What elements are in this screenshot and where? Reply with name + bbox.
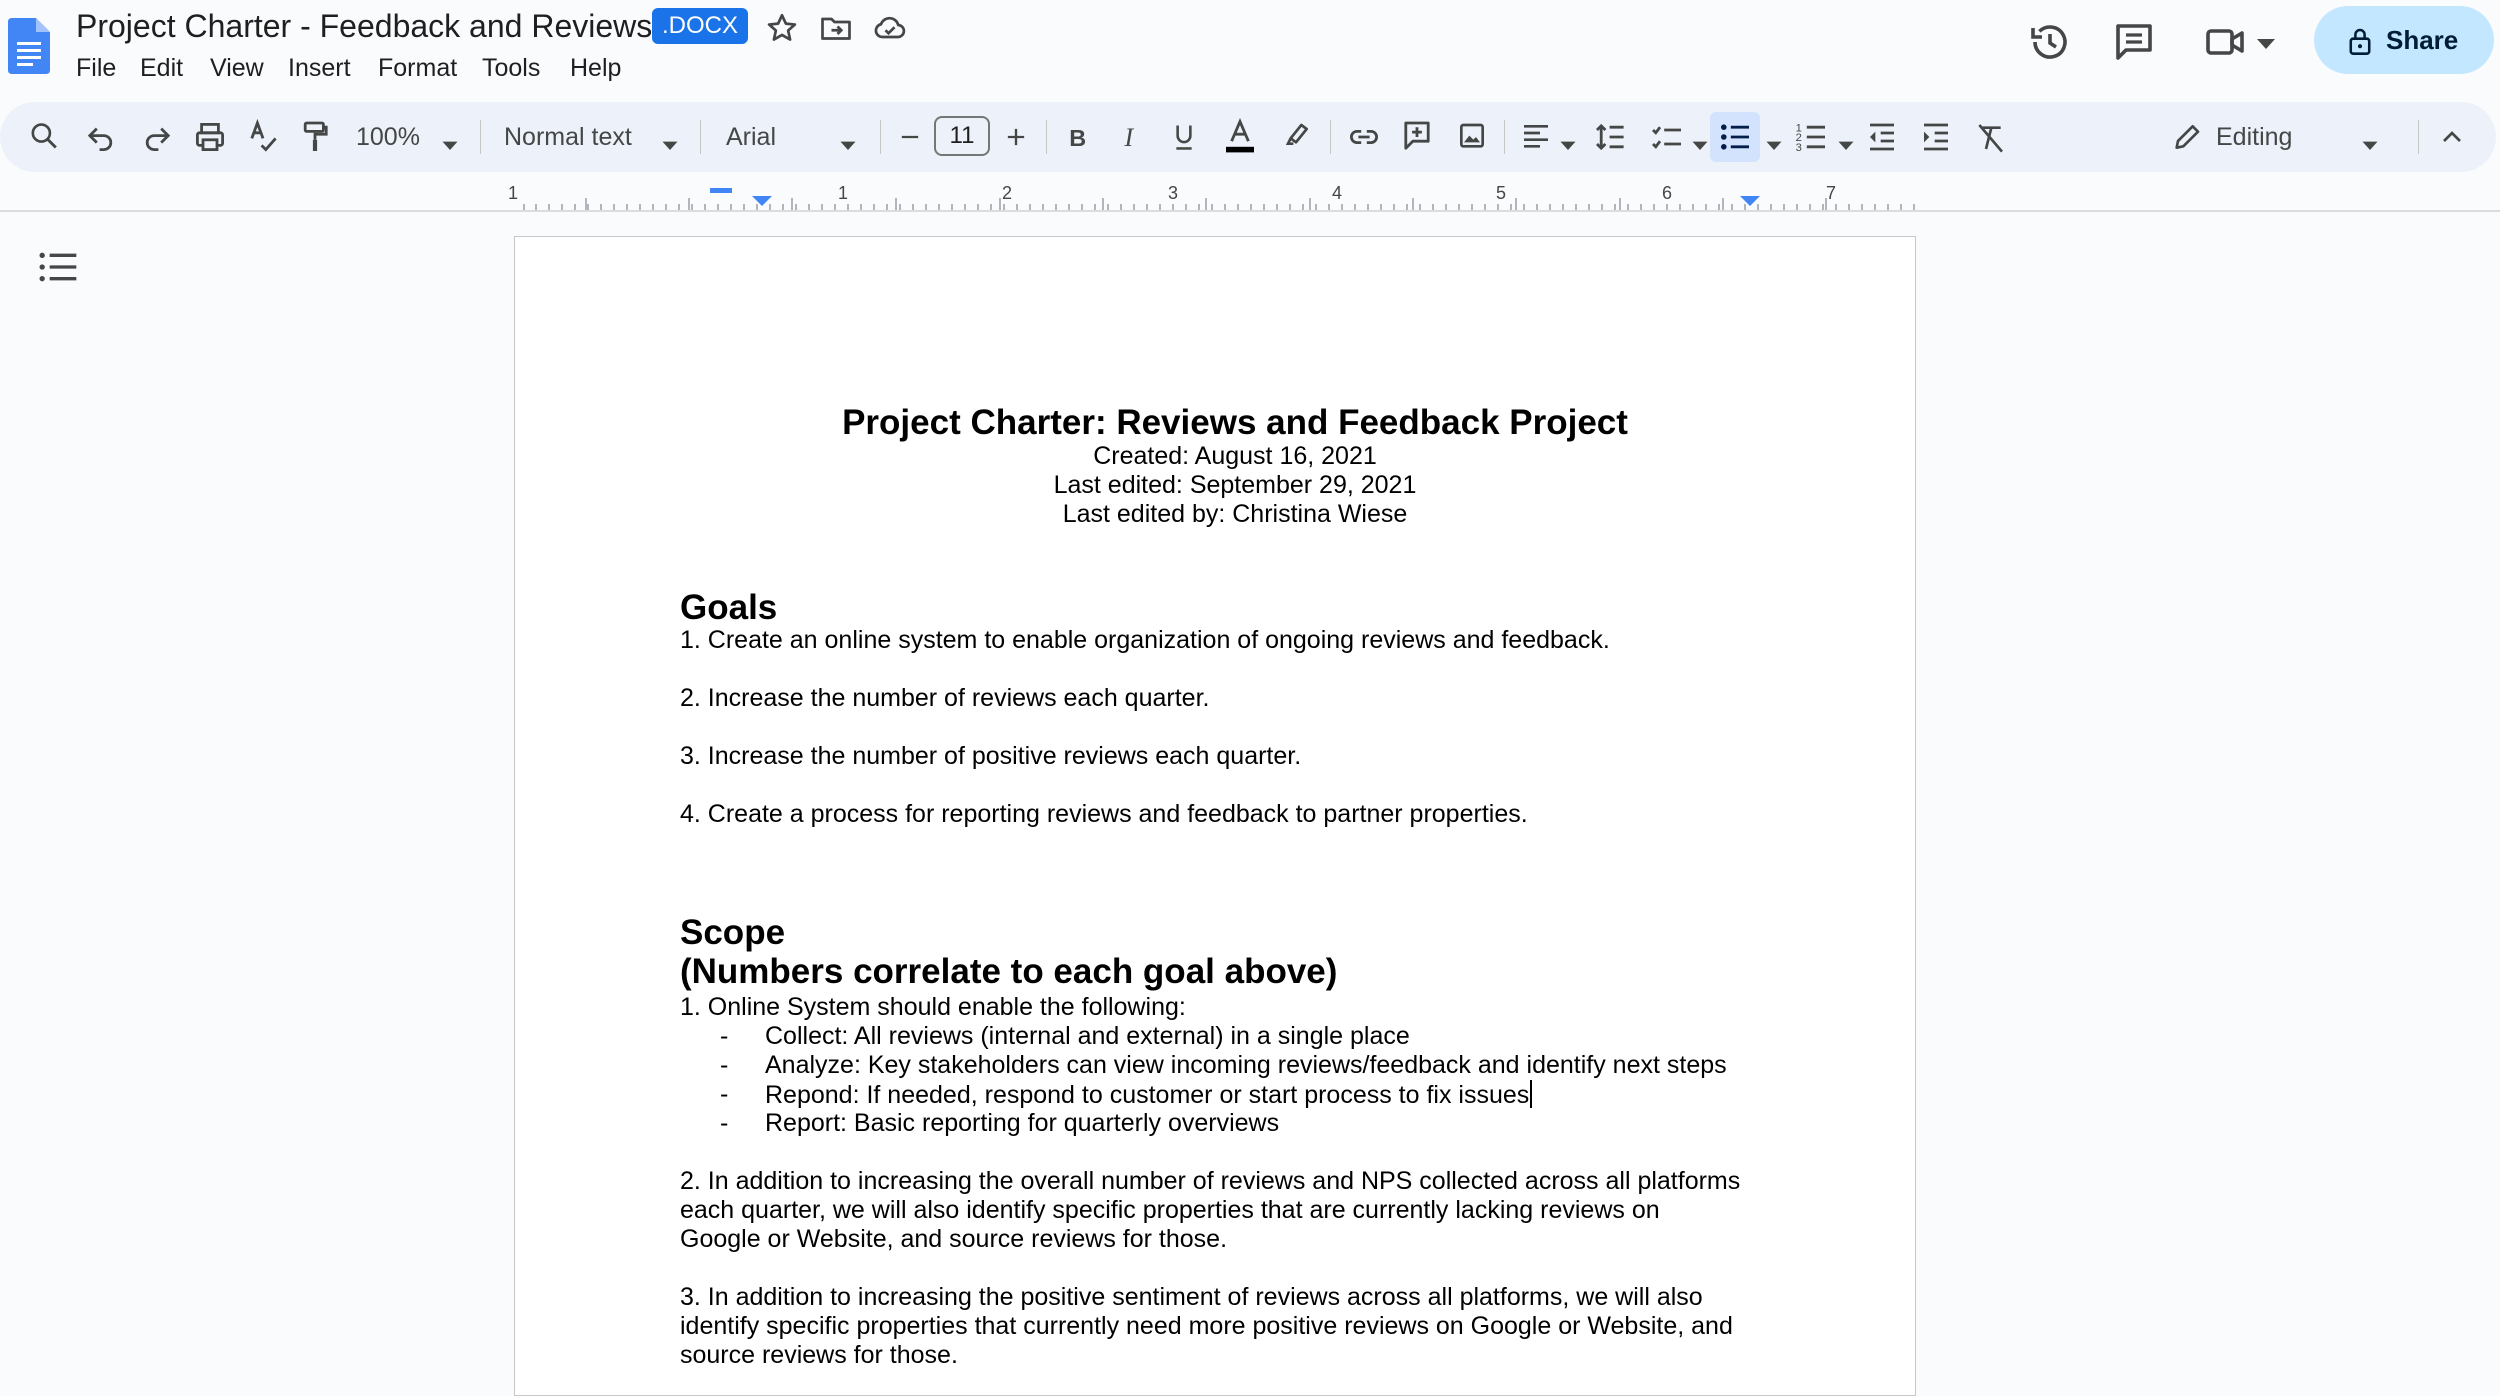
scope-subheading: (Numbers correlate to each goal above) [680,952,1338,991]
formatting-toolbar [0,102,2496,172]
horizontal-ruler[interactable] [0,182,2500,212]
toolbar-divider [1504,120,1505,154]
last-edited-date: Last edited: September 29, 2021 [1053,471,1417,499]
redo-icon[interactable] [140,116,174,158]
left-indent-marker[interactable] [752,196,772,206]
highlight-color-icon[interactable] [1280,116,1312,158]
scope-bullet-with-cursor [765,1080,1532,1110]
meet-dropdown-icon[interactable] [2254,18,2278,66]
bullet-marker: - [720,1109,729,1137]
scope-item-2-line: each quarter, we will also identify specific properties that are currently lacking reviews on [680,1196,1660,1224]
lock-icon [2346,26,2374,56]
search-menus-icon[interactable] [28,116,60,158]
bulleted-list-icon[interactable] [1718,116,1752,158]
scope-item-3-line: source reviews for those. [680,1341,958,1369]
font-family-select[interactable]: Arial [726,123,777,151]
scope-bullet: Collect: All reviews (internal and external) in a single place [765,1022,1410,1050]
first-line-indent-marker[interactable] [710,188,732,193]
last-edited-by: Last edited by: Christina Wiese [1062,500,1408,528]
ruler-number: 1 [508,183,519,203]
meet-video-icon[interactable] [2202,18,2250,66]
scope-item-3-line: 3. In addition to increasing the positive sentiment of reviews across all platforms, we will also [680,1283,1703,1311]
scope-heading: Scope [680,913,786,952]
scope-bullet: Report: Basic reporting for quarterly overviews [765,1109,1280,1137]
share-button[interactable] [2314,6,2494,74]
goal-item: 2. Increase the number of reviews each quarter. [680,684,1210,712]
paint-format-icon[interactable] [298,116,332,158]
svg-text:1: 1 [1795,122,1802,135]
zoom-dropdown-icon[interactable] [440,124,460,166]
document-title[interactable]: Project Charter - Feedback and Reviews [76,8,653,44]
move-folder-icon[interactable] [818,10,854,46]
comments-icon[interactable] [2110,18,2158,66]
version-history-icon[interactable] [2026,18,2074,66]
undo-icon[interactable] [84,116,118,158]
svg-text:3: 3 [1795,142,1802,154]
goal-item: 1. Create an online system to enable organization of ongoing reviews and feedback. [680,626,1610,654]
created-date: Created: August 16, 2021 [1093,442,1377,470]
font-size-input[interactable]: 11 [934,116,990,156]
menu-insert[interactable]: Insert [288,54,351,82]
ruler-number: 2 [1002,183,1013,203]
menu-help[interactable]: Help [570,54,622,82]
zoom-select[interactable]: 100% [356,123,420,151]
decrease-indent-icon[interactable] [1866,116,1898,158]
align-left-icon[interactable] [1520,116,1552,158]
share-label: Share [2386,25,2459,55]
svg-text:B: B [1069,125,1087,152]
scope-item-intro: 1. Online System should enable the following: [680,993,1186,1021]
bold-icon[interactable] [1064,116,1090,158]
decrease-font-size-icon[interactable] [896,116,924,158]
toolbar-divider [700,120,701,154]
goals-heading: Goals [680,588,778,627]
ruler-number: 7 [1826,183,1837,203]
docs-logo-icon[interactable] [8,18,50,74]
bulleted-list-dropdown-icon[interactable] [1764,124,1784,166]
scope-item-2-line: Google or Website, and source reviews for those. [680,1225,1228,1253]
menu-file[interactable]: File [76,54,117,82]
numbered-list-dropdown-icon[interactable] [1836,124,1856,166]
editing-mode-dropdown-icon[interactable] [2360,124,2380,166]
goal-item: 3. Increase the number of positive reviews each quarter. [680,742,1302,770]
insert-image-icon[interactable] [1456,116,1488,158]
text-color-icon[interactable] [1220,116,1260,158]
menu-tools[interactable]: Tools [482,54,541,82]
text-cursor [1530,1080,1532,1108]
underline-icon[interactable] [1170,116,1198,158]
numbered-list-icon[interactable] [1794,116,1828,158]
ruler-ticks [0,182,2500,212]
scope-item-3-line: identify specific properties that currently need more positive reviews on Google or Website, and [680,1312,1733,1340]
toolbar-divider [1046,120,1047,154]
menu-edit[interactable]: Edit [140,54,184,82]
svg-text:2: 2 [1795,132,1802,145]
cloud-saved-icon[interactable] [872,10,908,46]
toolbar-divider [480,120,481,154]
style-dropdown-icon[interactable] [660,124,680,166]
spellcheck-icon[interactable] [246,116,280,158]
insert-link-icon[interactable] [1346,116,1382,158]
bullet-marker: - [720,1051,729,1079]
paragraph-style-select[interactable]: Normal text [504,123,632,151]
font-dropdown-icon[interactable] [838,124,858,166]
scope-item-2-line: 2. In addition to increasing the overall number of reviews and NPS collected across all platforms [680,1167,1741,1195]
scope-bullet: Analyze: Key stakeholders can view incoming reviews/feedback and identify next steps [765,1051,1727,1079]
menu-view[interactable]: View [210,54,264,82]
title-bar [0,0,2500,100]
toolbar-divider [1330,120,1331,154]
editing-pencil-icon [2170,116,2202,158]
increase-indent-icon[interactable] [1920,116,1952,158]
docx-format-badge: .DOCX [652,8,748,44]
toolbar-divider [880,120,881,154]
add-comment-icon[interactable] [1400,116,1434,158]
svg-text:I: I [1124,123,1134,153]
editing-mode-select[interactable]: Editing [2216,123,2293,151]
italic-icon[interactable] [1118,116,1144,158]
bullet-marker: - [720,1022,729,1050]
ruler-number: 6 [1662,183,1673,203]
ruler-baseline [0,210,2500,212]
clear-formatting-icon[interactable] [1974,116,2006,158]
bullet-marker: - [720,1080,729,1108]
ruler-number: 5 [1496,183,1507,203]
hide-menus-chevron-up-icon[interactable] [2436,116,2468,158]
toolbar-divider [2418,120,2419,154]
increase-font-size-icon[interactable] [1002,116,1030,158]
ruler-number: 3 [1168,183,1179,203]
document-page[interactable] [514,236,1916,1396]
scope-bullet: Repond: If needed, respond to customer or start process to fix issues [765,1081,1530,1109]
ruler-number: 4 [1332,183,1343,203]
star-icon[interactable] [764,10,800,46]
align-dropdown-icon[interactable] [1558,124,1578,166]
ruler-number: 1 [838,183,849,203]
document-heading: Project Charter: Reviews and Feedback Project [842,403,1628,442]
checklist-dropdown-icon[interactable] [1690,124,1710,166]
right-indent-marker[interactable] [1740,196,1760,206]
document-outline-icon[interactable] [38,250,78,284]
goal-item: 4. Create a process for reporting reviews and feedback to partner properties. [680,800,1528,828]
checklist-icon[interactable] [1650,116,1684,158]
line-spacing-icon[interactable] [1594,116,1628,158]
menu-format[interactable]: Format [378,54,458,82]
print-icon[interactable] [192,116,228,158]
